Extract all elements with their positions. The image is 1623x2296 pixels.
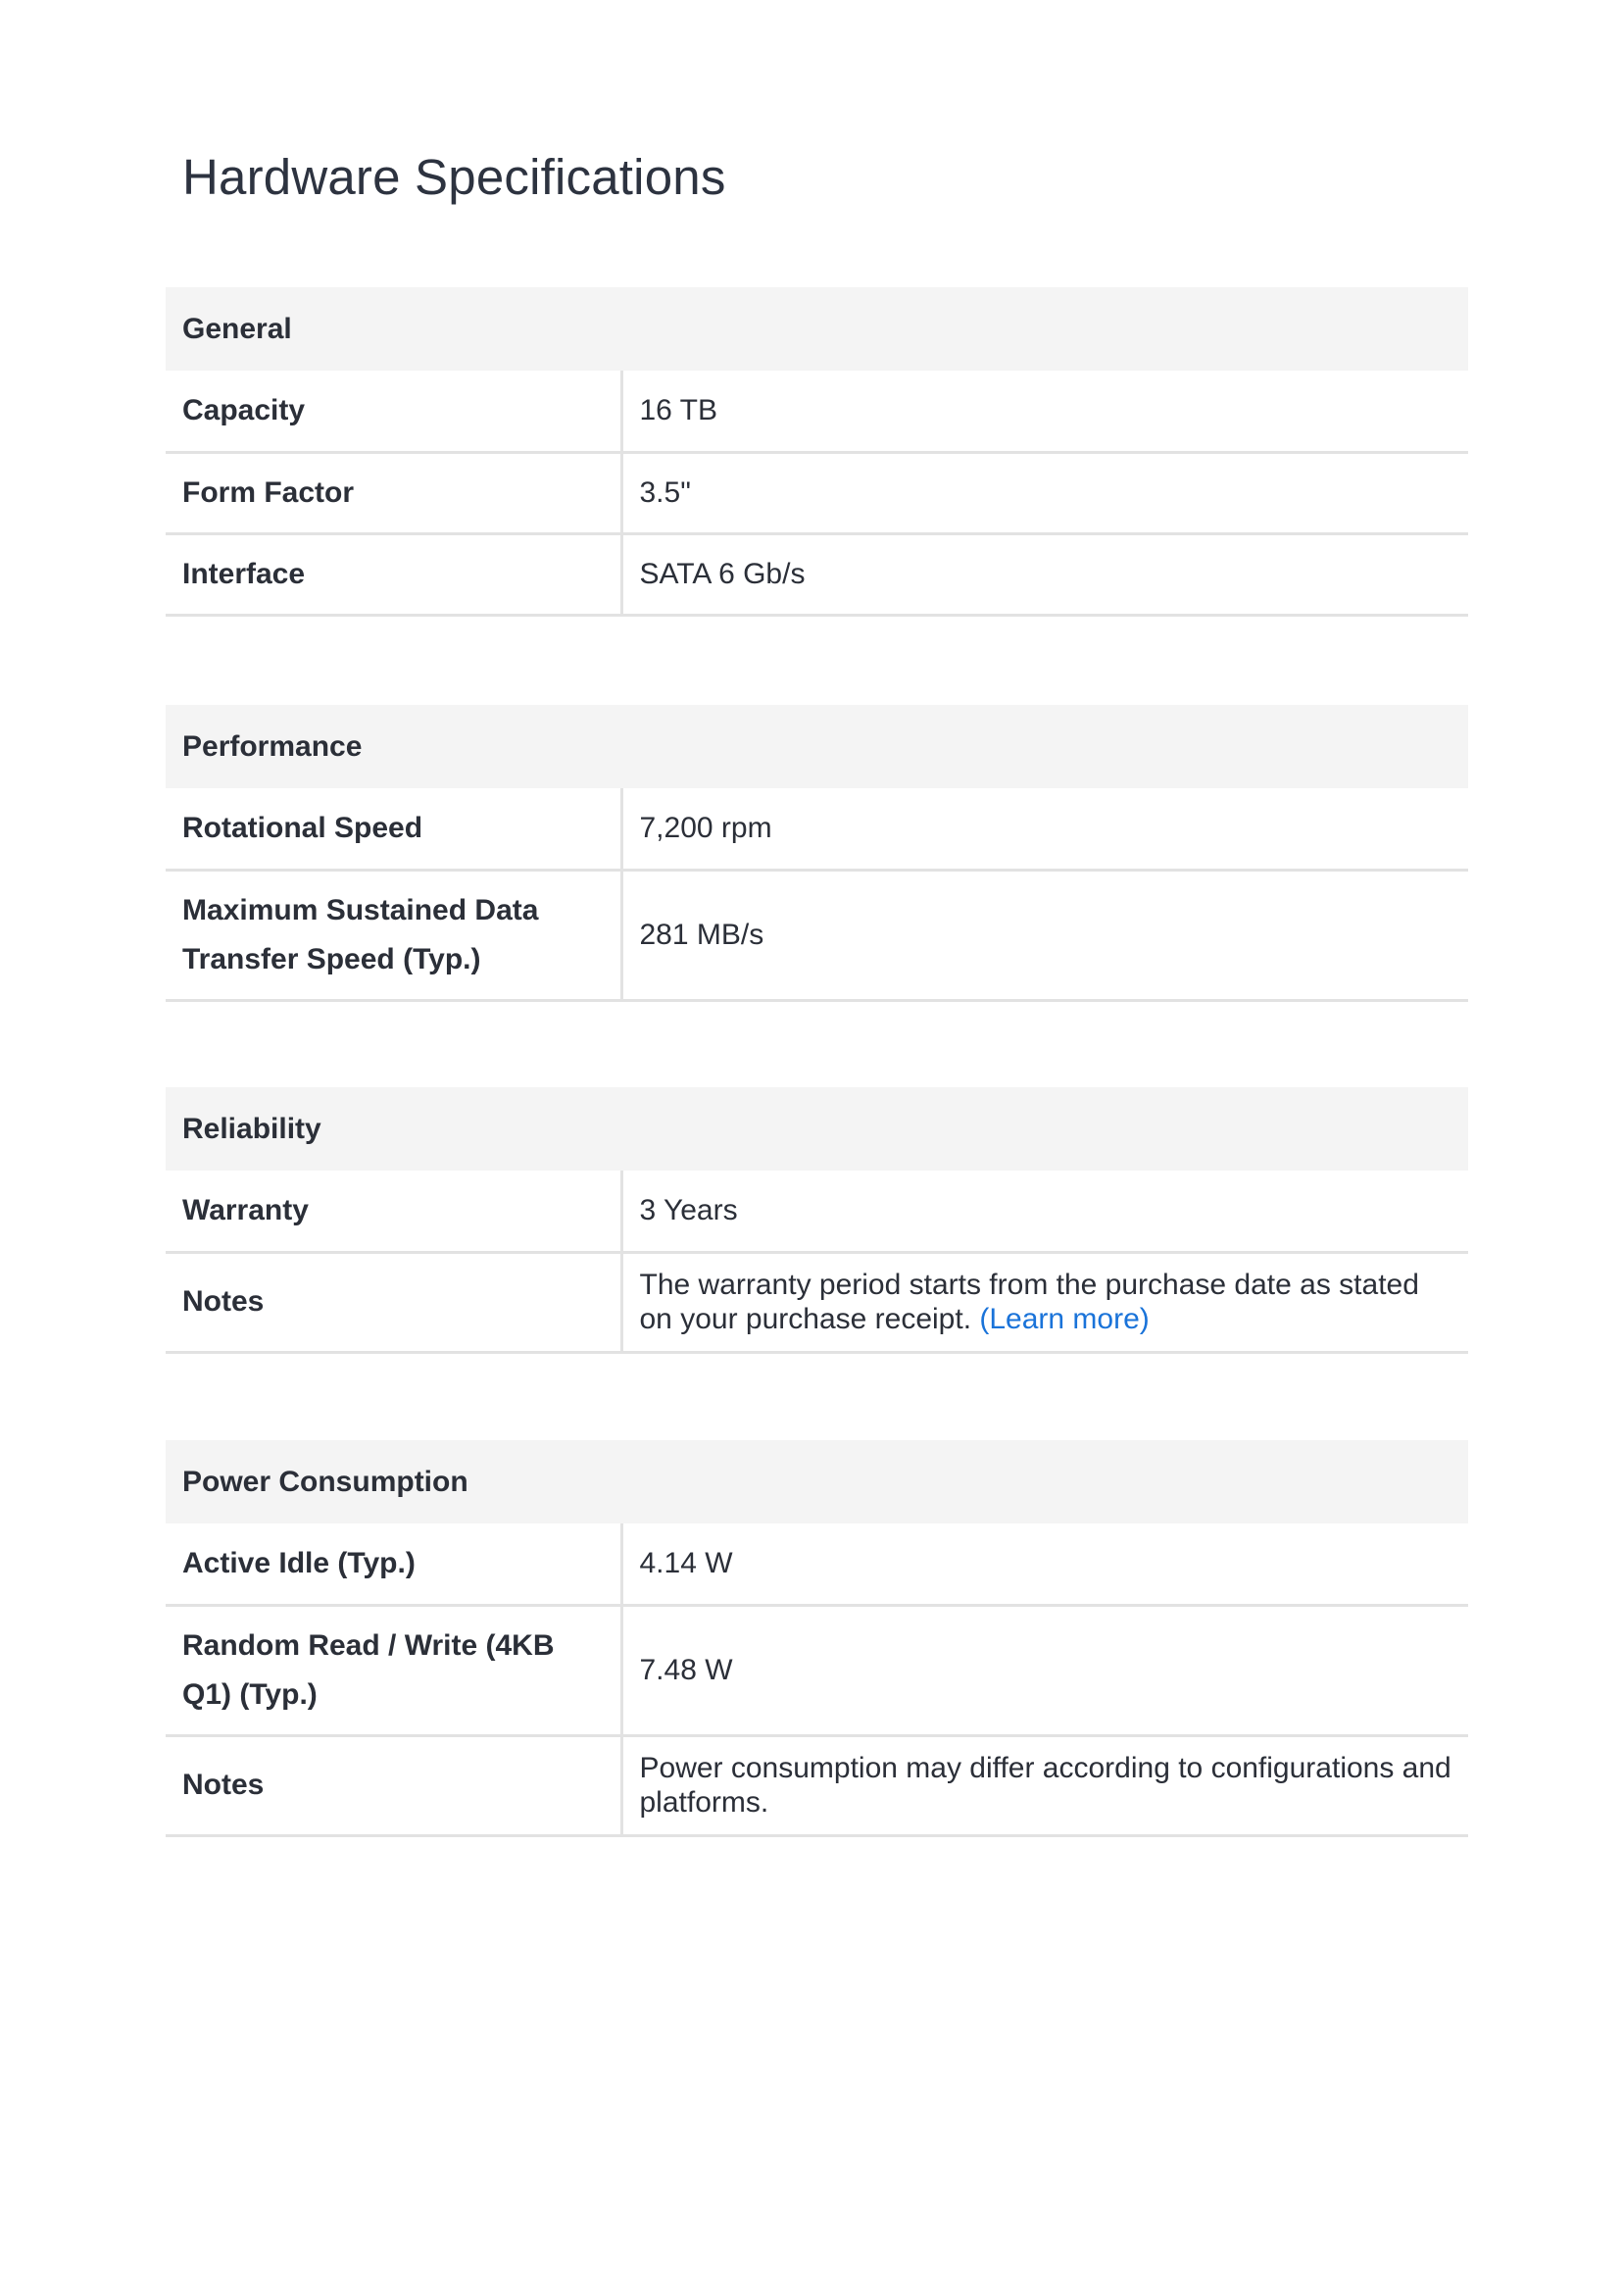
page-title: Hardware Specifications bbox=[182, 149, 726, 205]
spec-label: Capacity bbox=[166, 371, 621, 452]
spec-label: Interface bbox=[166, 533, 621, 615]
spec-table-performance bbox=[166, 705, 1468, 1002]
spec-row-warranty-notes bbox=[166, 1252, 1468, 1352]
spec-table-reliability bbox=[166, 1087, 1468, 1354]
spec-label: Maximum Sustained Data Transfer Speed (Typ.) bbox=[166, 870, 621, 1000]
spec-row-capacity bbox=[166, 371, 1468, 452]
section-title: Reliability bbox=[166, 1087, 1468, 1171]
spec-label: Warranty bbox=[166, 1171, 621, 1252]
spec-row-transfer-speed bbox=[166, 870, 1468, 1000]
section-title: General bbox=[166, 287, 1468, 371]
section-title: Power Consumption bbox=[166, 1440, 1468, 1523]
spec-value: 16 TB bbox=[621, 371, 1468, 452]
learn-more-link[interactable]: (Learn more) bbox=[979, 1303, 1150, 1335]
spec-row-random-read-write bbox=[166, 1605, 1468, 1735]
notes-text: The warranty period starts from the purchase date as stated on your purchase receipt. bbox=[639, 1269, 1419, 1335]
spec-value: 7,200 rpm bbox=[621, 788, 1468, 870]
spec-row-power-notes bbox=[166, 1735, 1468, 1835]
spec-row-rotational-speed bbox=[166, 788, 1468, 870]
section-title: Performance bbox=[166, 705, 1468, 788]
spec-value: 7.48 W bbox=[621, 1605, 1468, 1735]
spec-row-active-idle bbox=[166, 1523, 1468, 1605]
spec-value bbox=[621, 1252, 1468, 1352]
spec-value: Power consumption may differ according to configurations and platforms. bbox=[621, 1735, 1468, 1835]
spec-label: Random Read / Write (4KB Q1) (Typ.) bbox=[166, 1605, 621, 1735]
spec-value: SATA 6 Gb/s bbox=[621, 533, 1468, 615]
section-header-reliability bbox=[166, 1087, 1468, 1171]
spec-label: Active Idle (Typ.) bbox=[166, 1523, 621, 1605]
spec-label: Rotational Speed bbox=[166, 788, 621, 870]
spec-label: Notes bbox=[166, 1735, 621, 1835]
spec-value: 3.5" bbox=[621, 452, 1468, 533]
spec-row-warranty bbox=[166, 1171, 1468, 1252]
section-header-power-consumption bbox=[166, 1440, 1468, 1523]
section-header-general bbox=[166, 287, 1468, 371]
spec-value: 281 MB/s bbox=[621, 870, 1468, 1000]
section-header-performance bbox=[166, 705, 1468, 788]
spec-table-general bbox=[166, 287, 1468, 617]
spec-table-power-consumption bbox=[166, 1440, 1468, 1837]
spec-label: Notes bbox=[166, 1252, 621, 1352]
spec-value: 3 Years bbox=[621, 1171, 1468, 1252]
spec-label: Form Factor bbox=[166, 452, 621, 533]
spec-row-interface bbox=[166, 533, 1468, 615]
spec-row-form-factor bbox=[166, 452, 1468, 533]
spec-value: 4.14 W bbox=[621, 1523, 1468, 1605]
